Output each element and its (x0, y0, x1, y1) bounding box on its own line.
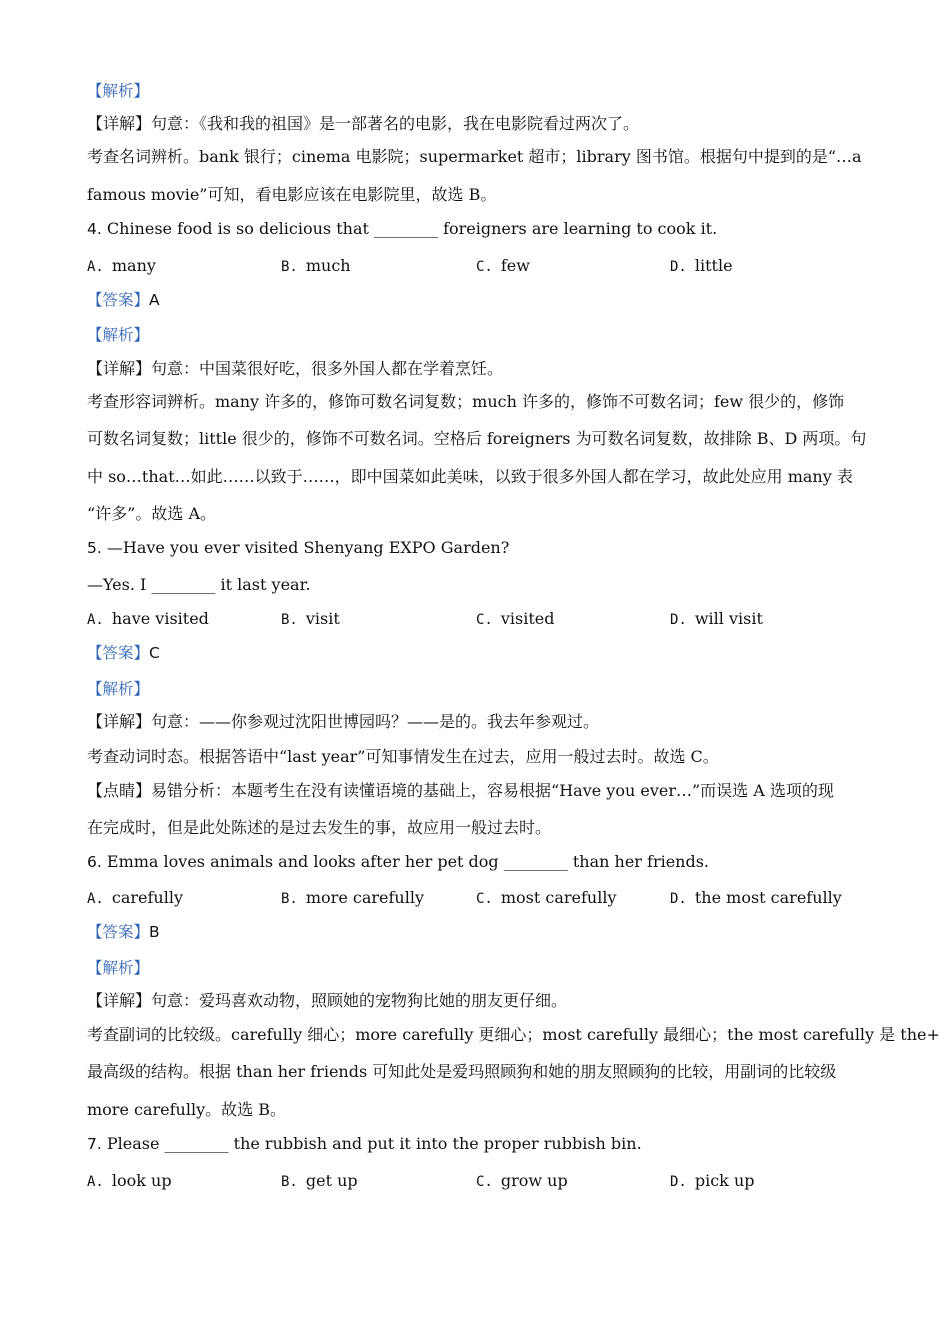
option-letter: A. (87, 612, 104, 628)
q5-number: 5. (87, 539, 102, 557)
q5-tip (87, 781, 834, 801)
option-text: much (305, 256, 351, 275)
answer-tag: 【答案】 (87, 291, 150, 309)
q6-option-d (670, 888, 842, 909)
option-letter: C. (476, 1174, 493, 1190)
q6-option-a (87, 888, 183, 909)
option-letter: D. (670, 612, 687, 628)
option-text: have visited (111, 609, 209, 628)
q6-option-c (476, 888, 617, 909)
q4-analysis-label (87, 325, 149, 345)
option-letter: C. (476, 259, 493, 275)
q4-answer (87, 290, 160, 310)
option-letter: A. (87, 1174, 104, 1190)
q6-detail-text: 句意：爱玛喜欢动物，照顾她的宠物狗比她的朋友更仔细。 (151, 991, 568, 1010)
q5-stem-line-2: —Yes. I ________ it last year. (87, 575, 311, 594)
q5-detail-text: 句意：——你参观过沈阳世博园吗？——是的。我去年参观过。 (151, 712, 600, 731)
option-text: more carefully (305, 888, 424, 907)
q4-option-b (281, 256, 351, 277)
answer-tag: 【答案】 (87, 644, 150, 662)
option-letter: B. (281, 612, 298, 628)
answer-tag: 【答案】 (87, 923, 150, 941)
option-letter: B. (281, 891, 298, 907)
q6-number: 6. (87, 853, 102, 871)
detail-tag: 【详解】 (87, 359, 152, 378)
q7-option-c (476, 1171, 568, 1192)
q3-detail-text: 句意：《我和我的祖国》是一部著名的电影，我在电影院看过两次了。 (151, 114, 640, 133)
q5-tip-text: 易错分析：本题考生在没有读懂语境的基础上，容易根据“Have you ever…”而误选 A 选项的现 (151, 781, 834, 800)
q5-answer (87, 643, 160, 663)
q3-explain-line-1: 考查名词辨析。bank 银行；cinema 电影院；supermarket 超市；library 图书馆。根据句中提到的是“…a (87, 147, 862, 166)
q4-option-d (670, 256, 733, 277)
option-text: grow up (500, 1171, 568, 1190)
q7-stem-text: Please ________ the rubbish and put it into the proper rubbish bin. (106, 1134, 642, 1153)
option-letter: D. (670, 1174, 687, 1190)
q4-explain-line-1: 考查形容词辨析。many 许多的，修饰可数名词复数；much 许多的，修饰不可数名词；few 很少的，修饰 (87, 392, 845, 411)
q6-explain-line-1: 考查副词的比较级。carefully 细心；more carefully 更细心；most carefully 最细心；the most carefully 是 the+ (87, 1025, 940, 1044)
option-letter: D. (670, 891, 687, 907)
q5-stem (87, 538, 509, 558)
q5-option-d (670, 609, 763, 630)
option-text: little (694, 256, 733, 275)
q3-detail (87, 114, 639, 134)
tip-tag: 【点睛】 (87, 781, 152, 800)
q7-option-a (87, 1171, 172, 1192)
q3-explain-line-2: famous movie”可知，看电影应该在电影院里，故选 B。 (87, 185, 497, 204)
option-letter: D. (670, 259, 687, 275)
analysis-tag: 【解析】 (87, 680, 150, 698)
q6-detail (87, 991, 567, 1011)
q6-explain-line-3: more carefully。故选 B。 (87, 1100, 286, 1119)
option-text: look up (111, 1171, 172, 1190)
q6-stem (87, 852, 709, 872)
q4-explain-line-3: 中 so…that…如此……以致于……，即中国菜如此美味，以致于很多外国人都在学习，故此处应用 many 表 (87, 467, 853, 486)
option-letter: B. (281, 259, 298, 275)
option-letter: A. (87, 259, 104, 275)
option-text: few (500, 256, 530, 275)
q6-explain-line-2: 最高级的结构。根据 than her friends 可知此处是爱玛照顾狗和她的朋友照顾狗的比较，用副词的比较级 (87, 1062, 837, 1081)
q5-detail (87, 712, 599, 732)
q6-analysis-label (87, 958, 149, 978)
analysis-tag: 【解析】 (87, 959, 150, 977)
detail-tag: 【详解】 (87, 991, 152, 1010)
q5-explain-line-1: 考查动词时态。根据答语中“last year”可知事情发生在过去，应用一般过去时。故选 C。 (87, 747, 719, 766)
option-text: get up (305, 1171, 358, 1190)
q4-explain-line-4: “许多”。故选 A。 (87, 504, 217, 523)
detail-tag: 【详解】 (87, 114, 152, 133)
q6-stem-text: Emma loves animals and looks after her pet dog ________ than her friends. (106, 852, 710, 871)
q5-option-c (476, 609, 554, 630)
q6-option-b (281, 888, 424, 909)
q4-answer-value: A (149, 291, 160, 309)
q4-stem (87, 219, 717, 239)
option-letter: C. (476, 612, 493, 628)
q5-stem-text: —Have you ever visited Shenyang EXPO Garden? (106, 538, 510, 557)
option-text: many (111, 256, 156, 275)
q4-explain-line-2: 可数名词复数；little 很少的，修饰不可数名词。空格后 foreigners 为可数名词复数，故排除 B、D 两项。句 (87, 429, 867, 448)
q5-option-b (281, 609, 340, 630)
q5-option-a (87, 609, 209, 630)
analysis-tag: 【解析】 (87, 82, 150, 100)
option-text: pick up (694, 1171, 755, 1190)
option-text: the most carefully (694, 888, 842, 907)
q4-detail (87, 359, 503, 379)
option-text: will visit (694, 609, 763, 628)
q5-answer-value: C (149, 644, 160, 662)
q6-answer (87, 922, 160, 942)
q3-analysis-label (87, 81, 149, 101)
option-text: visited (500, 609, 555, 628)
q4-stem-text: Chinese food is so delicious that ________ foreigners are learning to cook it. (106, 219, 718, 238)
option-letter: B. (281, 1174, 298, 1190)
q5-analysis-label (87, 679, 149, 699)
option-letter: A. (87, 891, 104, 907)
q7-number: 7. (87, 1135, 102, 1153)
analysis-tag: 【解析】 (87, 326, 150, 344)
option-text: carefully (111, 888, 183, 907)
q4-number: 4. (87, 220, 102, 238)
q7-option-d (670, 1171, 755, 1192)
q7-stem (87, 1134, 642, 1154)
q4-option-c (476, 256, 530, 277)
option-text: visit (305, 609, 340, 628)
q4-detail-text: 句意：中国菜很好吃，很多外国人都在学着烹饪。 (151, 359, 504, 378)
q7-option-b (281, 1171, 358, 1192)
q4-option-a (87, 256, 156, 277)
option-letter: C. (476, 891, 493, 907)
option-text: most carefully (500, 888, 617, 907)
q6-answer-value: B (149, 923, 160, 941)
q5-tip-line-2: 在完成时，但是此处陈述的是过去发生的事，故应用一般过去时。 (87, 818, 552, 837)
detail-tag: 【详解】 (87, 712, 152, 731)
